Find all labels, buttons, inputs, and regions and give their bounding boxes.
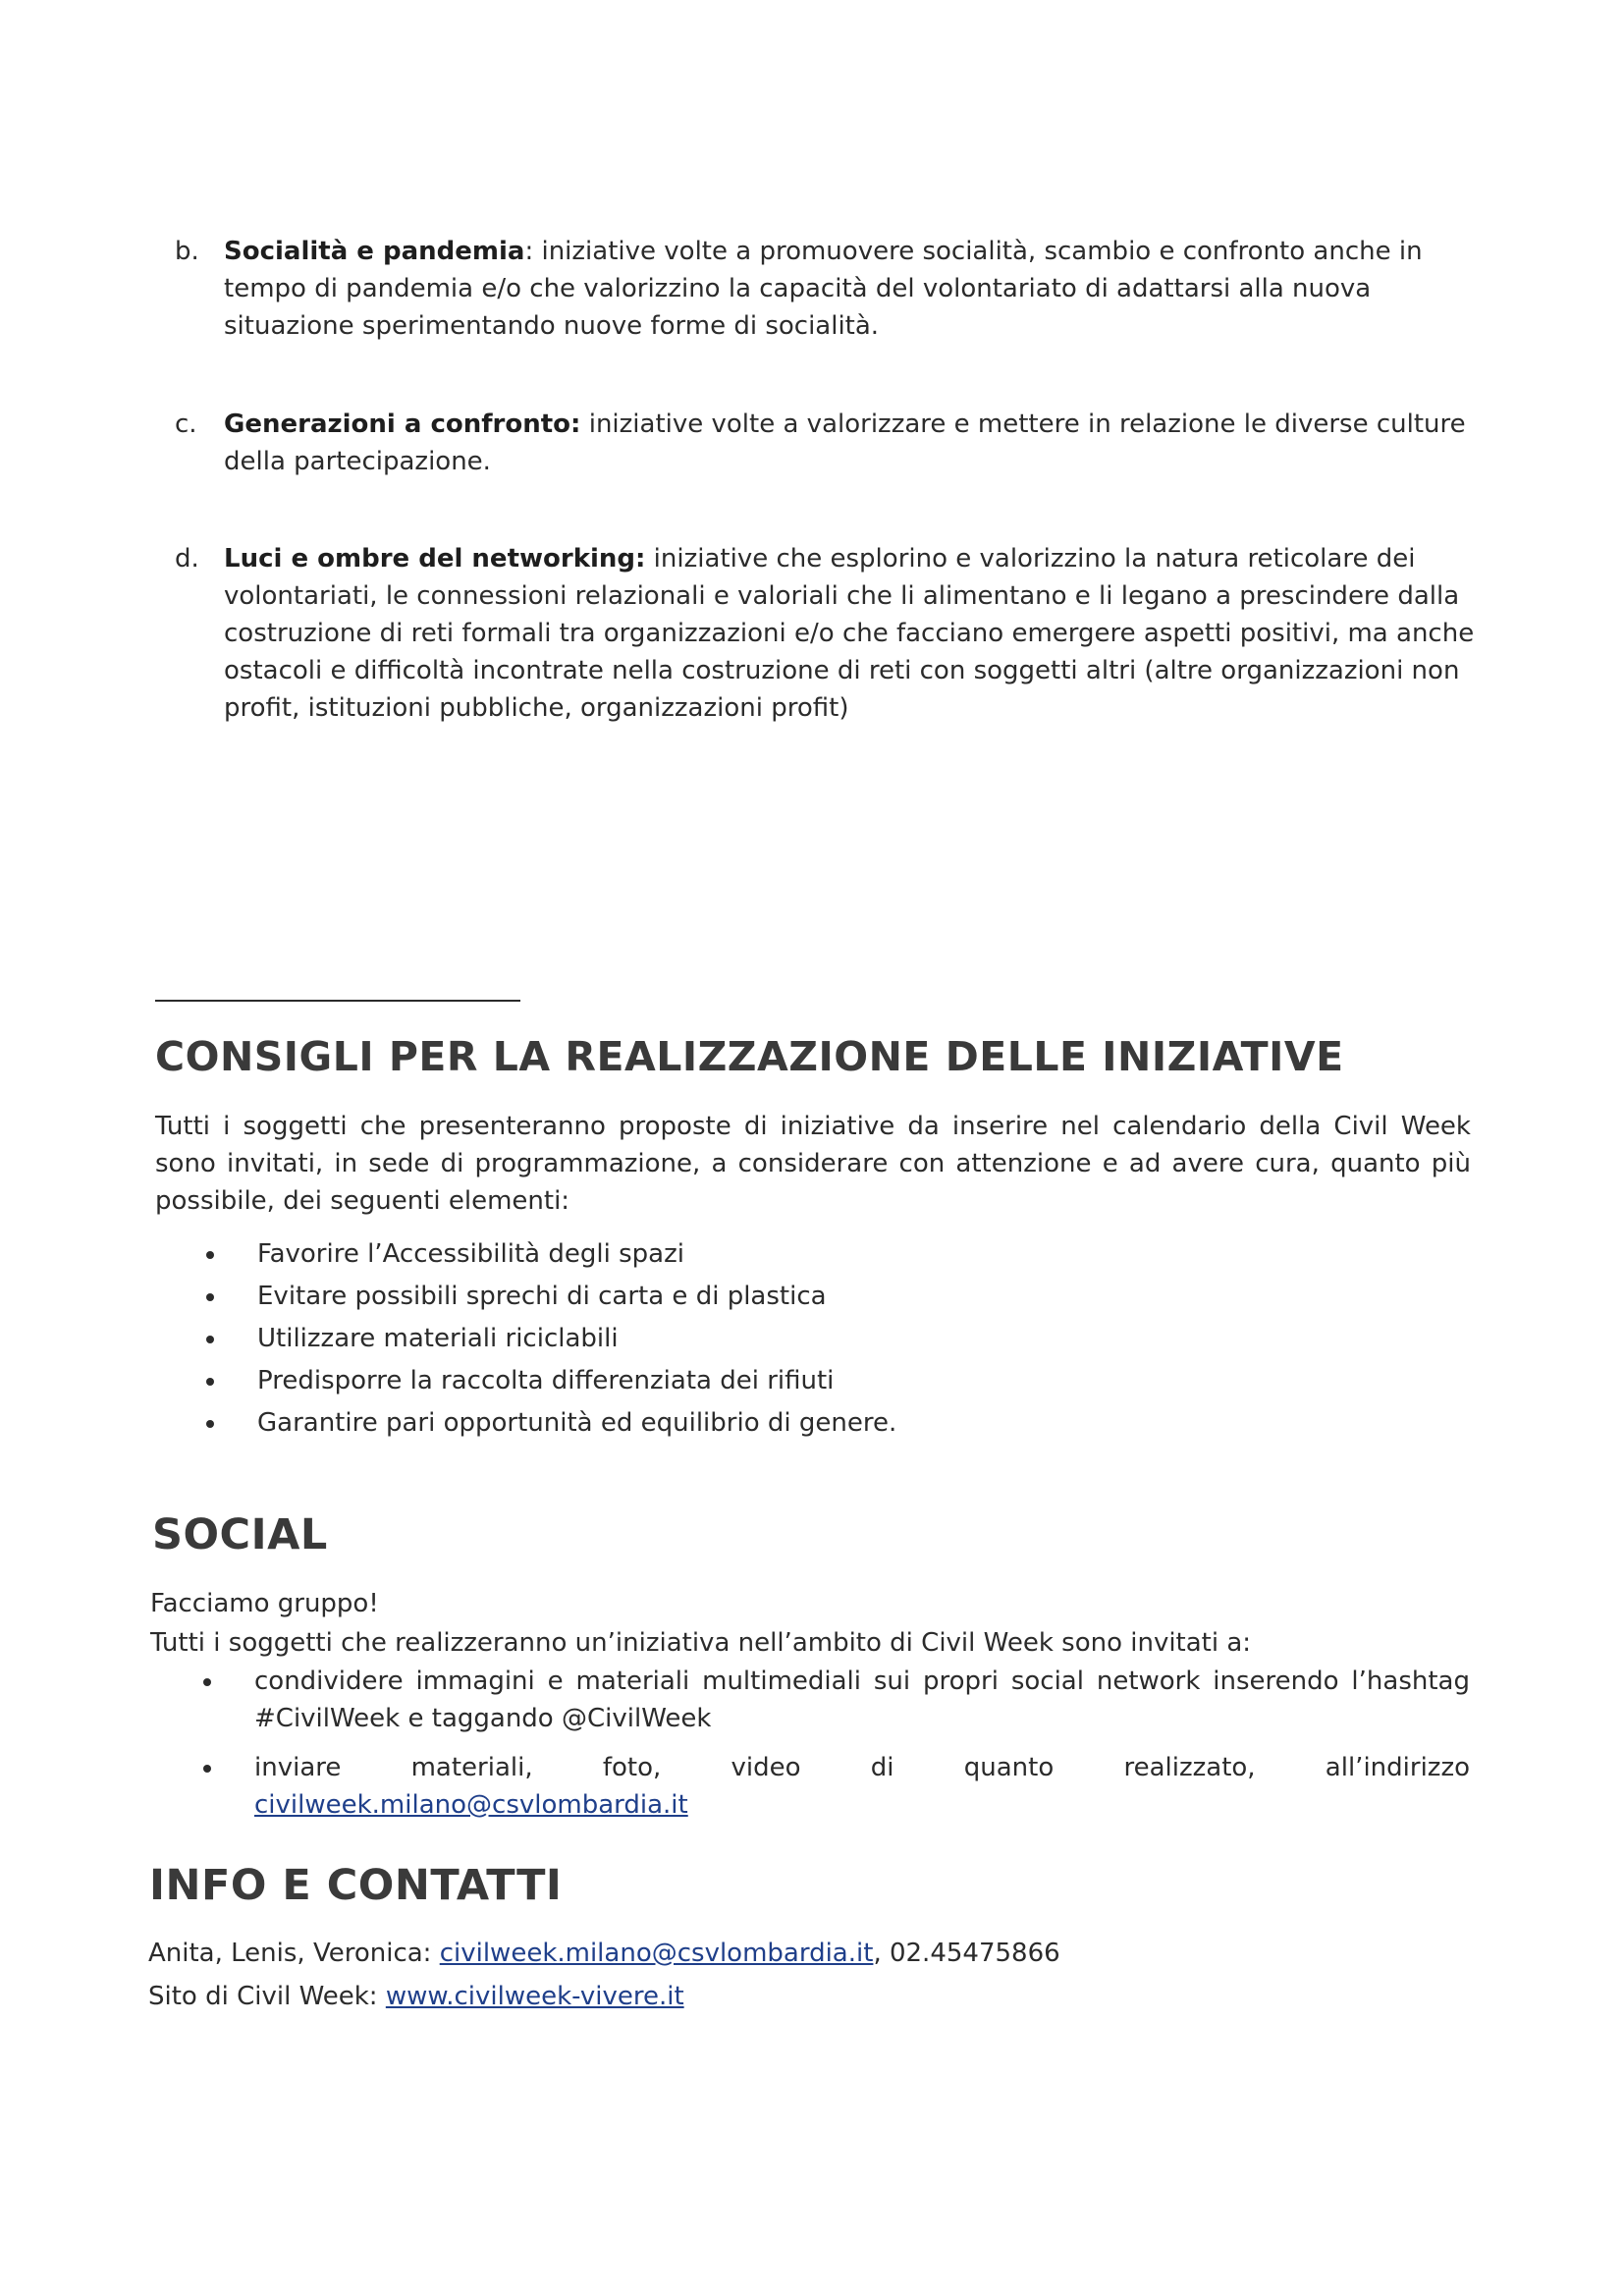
list-item-text: Favorire l’Accessibilità degli spazi	[257, 1239, 684, 1269]
list-item-b	[175, 233, 1481, 345]
contact-phone: , 02.45475866	[873, 1939, 1060, 1968]
item-title: Generazioni a confronto:	[224, 410, 581, 439]
social-line-1: Facciamo gruppo!	[150, 1589, 379, 1618]
bullet-icon	[206, 1336, 214, 1343]
list-item-d	[175, 540, 1481, 727]
site-link[interactable]: www.civilweek-vivere.it	[385, 1982, 684, 2011]
social-email-link[interactable]: civilweek.milano@csvlombardia.it	[254, 1790, 688, 1820]
lettered-item	[175, 406, 1481, 480]
list-item-text: inviare materiali, foto, video di quanto realizzato, all’indirizzo	[254, 1753, 1470, 1782]
item-text: iniziative che esplorino e valorizzino la natura reticolare dei volontariati, le connessioni relazionali e valoriali che li alimentano e li legano a prescindere dalla costruzione di reti formali tra organizzazioni e/o che facciano emergere aspetti positivi, ma anche ostacoli e difficoltà incontrate nella costruzione di reti con soggetti altri (altre organizzazioni non profit, istituzioni pubbliche, organizzazioni profit)	[224, 544, 1475, 723]
list-item	[203, 1663, 1470, 1737]
bullet-icon	[206, 1378, 214, 1386]
list-item	[206, 1360, 1090, 1402]
list-item-text: condividere immagini e materiali multimediali sui propri social network inserendo l’hashtag #CivilWeek e taggando @CivilWeek	[254, 1667, 1470, 1733]
section-divider	[155, 1000, 520, 1002]
site-prefix: Sito di Civil Week:	[148, 1982, 386, 2011]
lettered-item	[175, 233, 1481, 345]
contact-line	[148, 1935, 1464, 1972]
social-line-2: Tutti i soggetti che realizzeranno un’iniziativa nell’ambito di Civil Week sono invitati a:	[150, 1628, 1252, 1658]
list-item	[203, 1749, 1470, 1824]
list-item-text: Utilizzare materiali riciclabili	[257, 1324, 619, 1353]
site-line	[148, 1978, 1464, 2015]
consigli-list	[206, 1233, 1090, 1445]
list-item-text: Garantire pari opportunità ed equilibrio di genere.	[257, 1408, 897, 1438]
item-text: iniziative volte a valorizzare e mettere in relazione le diverse culture della partecipazione.	[224, 410, 1466, 476]
list-item	[206, 1233, 1090, 1276]
bullet-icon	[206, 1251, 214, 1259]
item-text: iniziative volte a promuovere socialità, scambio e confronto anche in tempo di pandemia e/o che valorizzino la capacità del volontariato di adattarsi alla nuova situazione sperimentando nuove forme di socialità.	[224, 237, 1423, 341]
item-title-separator: :	[524, 237, 534, 266]
bullet-icon	[203, 1765, 211, 1773]
item-title: Socialità e pandemia	[224, 237, 525, 266]
social-list	[203, 1663, 1470, 1824]
item-title: Luci e ombre del networking:	[224, 544, 646, 574]
list-item	[206, 1402, 1090, 1445]
list-item	[206, 1318, 1090, 1360]
info-heading: INFO E CONTATTI	[149, 1861, 563, 1910]
list-item-c	[175, 406, 1481, 480]
bullet-icon	[206, 1420, 214, 1428]
bullet-icon	[203, 1678, 211, 1686]
bullet-icon	[206, 1293, 214, 1301]
contact-email-link[interactable]: civilweek.milano@csvlombardia.it	[439, 1939, 874, 1968]
list-item	[206, 1276, 1090, 1318]
item-letter: c.	[175, 410, 197, 439]
item-letter: b.	[175, 237, 199, 266]
lettered-item	[175, 540, 1481, 727]
social-heading: SOCIAL	[152, 1510, 328, 1559]
consigli-intro: Tutti i soggetti che presenteranno proposte di iniziative da inserire nel calendario della Civil Week sono invitati, in sede di programmazione, a considerare con attenzione e ad avere cura, quanto più possibile, dei seguenti elementi:	[155, 1112, 1471, 1216]
contact-prefix: Anita, Lenis, Veronica:	[148, 1939, 440, 1968]
list-item-text: Predisporre la raccolta differenziata dei rifiuti	[257, 1366, 835, 1395]
item-letter: d.	[175, 544, 199, 574]
consigli-heading: CONSIGLI PER LA REALIZZAZIONE DELLE INIZIATIVE	[155, 1033, 1344, 1080]
list-item-text: Evitare possibili sprechi di carta e di plastica	[257, 1282, 827, 1311]
